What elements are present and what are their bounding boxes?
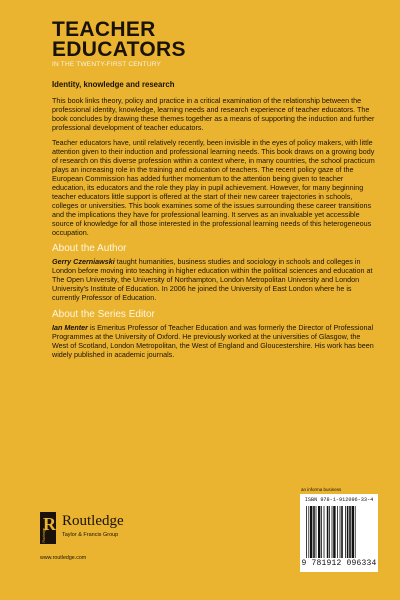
publisher-url[interactable]: www.routledge.com: [40, 555, 87, 561]
description-paragraph-2: Teacher educators have, until relatively recently, been invisible in the eyes of policy makers, with little attention given to their induction and professional learning needs. This book draws on a growing body of research on this diverse profession within a context where, in many countries, the school practicum plays an increasing role in the training and education of teachers. The recent policy gaze of the European Commission has added further momentum to the attention being given to teacher education, its educators and the role they play in pupil achievement. However, for many beginning teacher educators little support is offered at the start of their new career trajectories in schools, colleges or universities. This book examines some of the issues surrounding these career transitions and the implications they have for professional learning. It serves as an invaluable yet accessible source of knowledge for all those interested in the professional learning needs of this heterogeneous occupation.: [52, 138, 375, 237]
editor-bio: is Emeritus Professor of Teacher Education and was formerly the Director of Professional Programmes at the University of Oxford. He previously worked at the universities of Glasgow, the West of Scotland, London Metropolitan, the West of England and Gloucestershire. His work has been widely published in academic journals.: [52, 323, 374, 359]
publisher-group: Taylor & Francis Group: [62, 532, 119, 538]
title-line-2: EDUCATORS: [52, 38, 186, 61]
description-paragraph-1: This book links theory, policy and practice in a critical examination of the relationship between the professional identity, knowledge, learning needs and research experience of teacher educators. The book concludes by drawing these themes together as a means of supporting the induction and further professional development of teacher educators.: [52, 96, 375, 132]
ean-digits: 9 781912 096334: [301, 559, 377, 568]
about-author-text: [52, 257, 377, 302]
barcode-icon: [306, 506, 372, 558]
about-editor-text: [52, 323, 377, 359]
author-name: Gerry Czerniawski: [52, 257, 115, 266]
book-subtitle: Identity, knowledge and research: [52, 80, 175, 89]
about-author-heading: About the Author: [52, 243, 127, 254]
informa-tagline: an informa business: [301, 487, 342, 492]
title-line-3: IN THE TWENTY-FIRST CENTURY: [52, 61, 162, 68]
about-editor-heading: About the Series Editor: [52, 309, 155, 320]
editor-name: Ian Menter: [52, 323, 88, 332]
routledge-mark-icon: R Routledge: [42, 514, 56, 543]
mark-vertical-text: Routledge: [42, 528, 46, 543]
isbn-number: ISBN 978-1-912096-33-4: [304, 497, 374, 503]
author-bio: taught humanities, business studies and sociology in schools and colleges in London before moving into teaching in higher education within the political sciences and education at The Open University, the University of Northampton, London Metropolitan University and London University’s Institute of Education. In 2006 he joined the University of East London where he is currently Professor of Education.: [52, 257, 373, 302]
title-line-1: TEACHER: [52, 18, 156, 41]
back-cover-text: [52, 80, 377, 365]
publisher-name: Routledge: [62, 513, 124, 529]
book-title: [52, 20, 186, 68]
isbn-barcode: [300, 494, 378, 572]
